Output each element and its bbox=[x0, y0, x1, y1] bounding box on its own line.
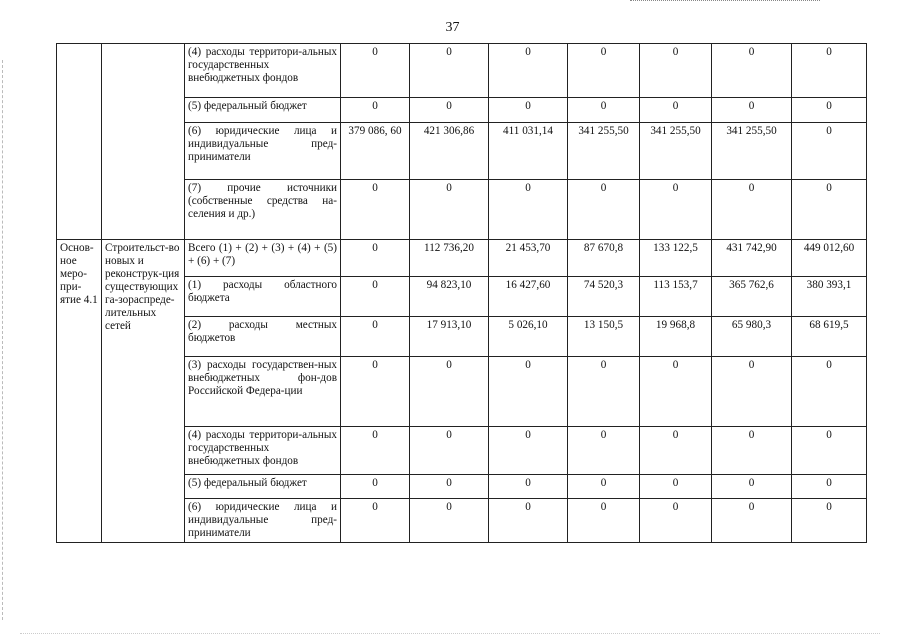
value-cell: 365 762,6 bbox=[712, 277, 792, 317]
value-cell: 21 453,70 bbox=[489, 240, 568, 277]
value-cell: 94 823,10 bbox=[410, 277, 489, 317]
value-cell: 74 520,3 bbox=[568, 277, 640, 317]
funding-source-cell: Всего (1) + (2) + (3) + (4) + (5) + (6) + (7) bbox=[185, 240, 341, 277]
value-cell: 0 bbox=[568, 475, 640, 499]
value-cell: 0 bbox=[568, 44, 640, 98]
value-cell: 0 bbox=[792, 180, 867, 240]
funding-source-cell: (4) расходы территори-альных государственных внебюджетных фондов bbox=[185, 427, 341, 475]
value-cell: 0 bbox=[712, 427, 792, 475]
table-row bbox=[57, 240, 867, 277]
funding-source-cell: (6) юридические лица и индивидуальные пред-приниматели bbox=[185, 123, 341, 180]
value-cell: 0 bbox=[792, 123, 867, 180]
value-cell: 0 bbox=[712, 357, 792, 427]
value-cell: 0 bbox=[341, 499, 410, 543]
value-cell: 0 bbox=[792, 357, 867, 427]
funding-source-cell: (6) юридические лица и индивидуальные пред-приниматели bbox=[185, 499, 341, 543]
value-cell: 0 bbox=[341, 98, 410, 123]
scan-edge bbox=[2, 60, 4, 620]
measure-code-cell-empty bbox=[57, 44, 102, 240]
value-cell: 133 122,5 bbox=[640, 240, 712, 277]
value-cell: 449 012,60 bbox=[792, 240, 867, 277]
value-cell: 0 bbox=[489, 357, 568, 427]
value-cell: 0 bbox=[640, 427, 712, 475]
value-cell: 0 bbox=[410, 44, 489, 98]
value-cell: 0 bbox=[341, 240, 410, 277]
value-cell: 87 670,8 bbox=[568, 240, 640, 277]
value-cell: 112 736,20 bbox=[410, 240, 489, 277]
value-cell: 0 bbox=[568, 499, 640, 543]
value-cell: 65 980,3 bbox=[712, 317, 792, 357]
value-cell: 0 bbox=[410, 499, 489, 543]
value-cell: 5 026,10 bbox=[489, 317, 568, 357]
value-cell: 380 393,1 bbox=[792, 277, 867, 317]
value-cell: 0 bbox=[410, 98, 489, 123]
value-cell: 0 bbox=[341, 317, 410, 357]
measure-name-cell: Строительст-во новых и реконструк-ция существующих га-зораспреде-лительных сетей bbox=[102, 240, 185, 543]
value-cell: 0 bbox=[640, 499, 712, 543]
value-cell: 0 bbox=[640, 180, 712, 240]
value-cell: 0 bbox=[792, 44, 867, 98]
value-cell: 0 bbox=[640, 357, 712, 427]
value-cell: 0 bbox=[712, 499, 792, 543]
funding-source-cell: (5) федеральный бюджет bbox=[185, 98, 341, 123]
scan-edge-bottom bbox=[20, 633, 880, 635]
value-cell: 379 086, 60 bbox=[341, 123, 410, 180]
value-cell: 0 bbox=[568, 98, 640, 123]
funding-source-cell: (2) расходы местных бюджетов bbox=[185, 317, 341, 357]
value-cell: 68 619,5 bbox=[792, 317, 867, 357]
value-cell: 0 bbox=[640, 98, 712, 123]
value-cell: 0 bbox=[489, 98, 568, 123]
value-cell: 0 bbox=[640, 44, 712, 98]
value-cell: 16 427,60 bbox=[489, 277, 568, 317]
value-cell: 421 306,86 bbox=[410, 123, 489, 180]
value-cell: 0 bbox=[341, 277, 410, 317]
value-cell: 341 255,50 bbox=[568, 123, 640, 180]
value-cell: 0 bbox=[341, 357, 410, 427]
value-cell: 0 bbox=[341, 427, 410, 475]
value-cell: 0 bbox=[341, 475, 410, 499]
table-body-top bbox=[57, 44, 867, 240]
measure-code-cell: Основ-ное меро-при-ятие 4.1 bbox=[57, 240, 102, 543]
scan-marks bbox=[630, 0, 820, 5]
value-cell: 0 bbox=[568, 427, 640, 475]
value-cell: 0 bbox=[489, 499, 568, 543]
value-cell: 0 bbox=[489, 180, 568, 240]
funding-source-cell: (3) расходы государствен-ных внебюджетных фон-дов Российской Федера-ции bbox=[185, 357, 341, 427]
value-cell: 0 bbox=[341, 44, 410, 98]
value-cell: 0 bbox=[792, 499, 867, 543]
page-number: 37 bbox=[445, 20, 460, 35]
table-body-measure bbox=[57, 240, 867, 543]
value-cell: 411 031,14 bbox=[489, 123, 568, 180]
value-cell: 0 bbox=[489, 475, 568, 499]
value-cell: 0 bbox=[712, 44, 792, 98]
value-cell: 0 bbox=[341, 180, 410, 240]
value-cell: 0 bbox=[792, 475, 867, 499]
value-cell: 0 bbox=[568, 357, 640, 427]
value-cell: 19 968,8 bbox=[640, 317, 712, 357]
value-cell: 0 bbox=[410, 357, 489, 427]
value-cell: 0 bbox=[792, 98, 867, 123]
value-cell: 0 bbox=[640, 475, 712, 499]
funding-source-cell: (1) расходы областного бюджета bbox=[185, 277, 341, 317]
value-cell: 341 255,50 bbox=[640, 123, 712, 180]
funding-source-cell: (5) федеральный бюджет bbox=[185, 475, 341, 499]
value-cell: 0 bbox=[410, 180, 489, 240]
budget-table bbox=[56, 43, 867, 543]
value-cell: 0 bbox=[712, 98, 792, 123]
value-cell: 0 bbox=[568, 180, 640, 240]
value-cell: 0 bbox=[712, 475, 792, 499]
value-cell: 431 742,90 bbox=[712, 240, 792, 277]
value-cell: 113 153,7 bbox=[640, 277, 712, 317]
value-cell: 341 255,50 bbox=[712, 123, 792, 180]
funding-source-cell: (7) прочие источники (собственные средства на-селения и др.) bbox=[185, 180, 341, 240]
value-cell: 17 913,10 bbox=[410, 317, 489, 357]
value-cell: 13 150,5 bbox=[568, 317, 640, 357]
value-cell: 0 bbox=[489, 427, 568, 475]
value-cell: 0 bbox=[792, 427, 867, 475]
value-cell: 0 bbox=[712, 180, 792, 240]
value-cell: 0 bbox=[489, 44, 568, 98]
value-cell: 0 bbox=[410, 427, 489, 475]
value-cell: 0 bbox=[410, 475, 489, 499]
funding-source-cell: (4) расходы территори-альных государственных внебюджетных фондов bbox=[185, 44, 341, 98]
measure-name-cell-empty bbox=[102, 44, 185, 240]
table-row bbox=[57, 44, 867, 98]
